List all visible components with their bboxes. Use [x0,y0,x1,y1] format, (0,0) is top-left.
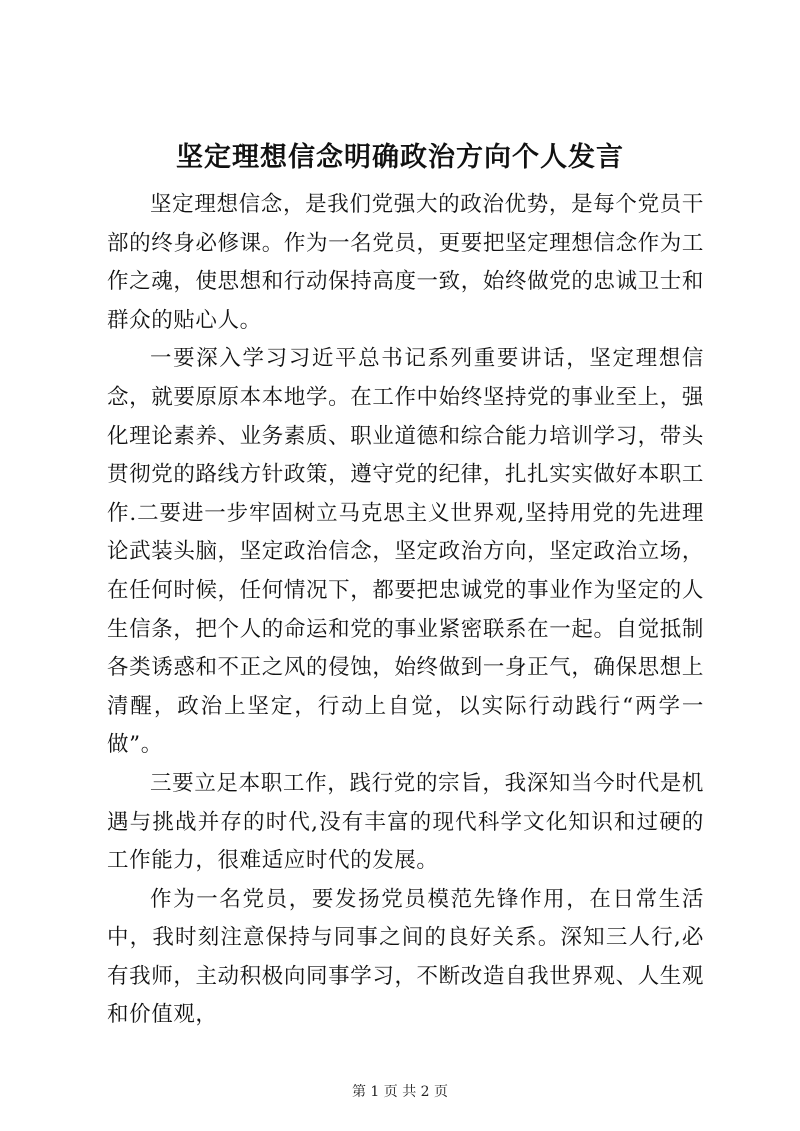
page-footer: 第 1 页 共 2 页 [351,1084,449,1100]
paragraph-study: 一要深入学习习近平总书记系列重要讲话，坚定理想信念，就要原原本本地学。在工作中始终坚持党的事业至上，强化理论素养、业务素质、职业道德和综合能力培训学习，带头贯彻党的路线方针政策，遵守党的纪律，扎扎实实做好本职工作.二要进一步牢固树立马克思主义世界观,坚持用党的先进理论武装头脑，坚定政治信念，坚定政治方向，坚定政治立场，在任何时候，任何情况下，都要把忠诚党的事业作为坚定的人生信条，把个人的命运和党的事业紧密联系在一起。自觉抵制各类诱惑和不正之风的侵蚀，始终做到一身正气，确保思想上清醒，政治上坚定，行动上自觉，以实际行动践行“两学一做”。 [107,346,704,758]
paragraph-intro: 坚定理想信念，是我们党强大的政治优势，是每个党员干部的终身必修课。作为一名党员，更要把坚定理想信念作为工作之魂，使思想和行动保持高度一致，始终做党的忠诚卫士和群众的贴心人。 [107,192,704,333]
document-title: 坚定理想信念明确政治方向个人发言 [176,142,624,173]
paragraph-exemplar: 作为一名党员，要发扬党员模范先锋作用，在日常生活中，我时刻注意保持与同事之间的良好关系。深知三人行,必有我师，主动积极向同事学习，不断改造自我世界观、人生观和价值观， [107,886,704,1028]
paragraph-duty: 三要立足本职工作，践行党的宗旨，我深知当今时代是机遇与挑战并存的时代,没有丰富的现代科学文化知识和过硬的工作能力，很难适应时代的发展。 [107,770,704,874]
document-body [107,186,704,1035]
